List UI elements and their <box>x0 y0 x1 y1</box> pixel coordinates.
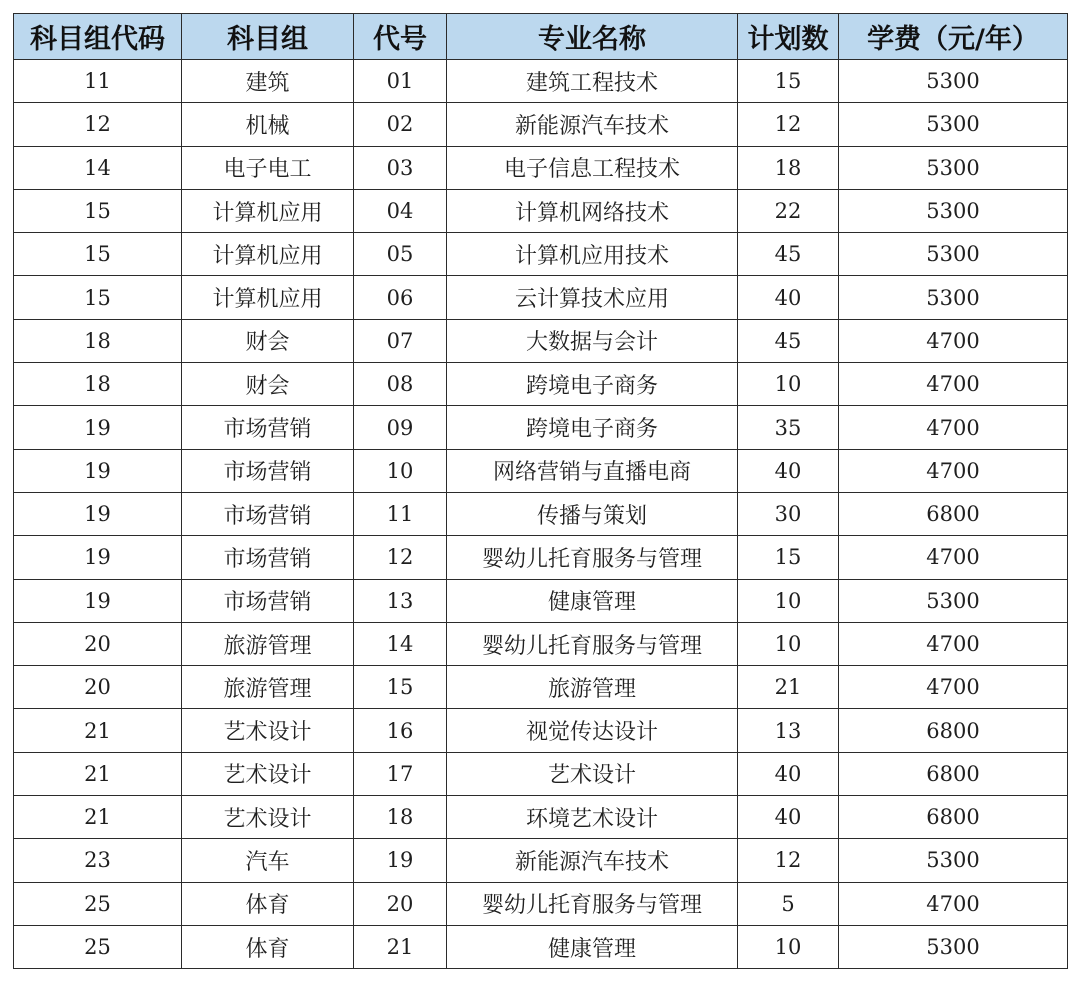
cell-tuition: 5300 <box>839 276 1068 319</box>
cell-code: 11 <box>354 492 447 535</box>
cell-subject-group-code: 21 <box>14 796 182 839</box>
cell-major-name: 新能源汽车技术 <box>447 103 738 146</box>
table-row <box>14 233 1068 276</box>
cell-plan-count: 40 <box>738 276 839 319</box>
cell-tuition: 5300 <box>839 579 1068 622</box>
cell-tuition: 4700 <box>839 319 1068 362</box>
cell-subject-group: 财会 <box>182 319 354 362</box>
cell-plan-count: 15 <box>738 60 839 103</box>
cell-plan-count: 5 <box>738 882 839 925</box>
cell-major-name: 电子信息工程技术 <box>447 146 738 189</box>
cell-subject-group: 市场营销 <box>182 406 354 449</box>
cell-major-name: 新能源汽车技术 <box>447 839 738 882</box>
cell-major-name: 婴幼儿托育服务与管理 <box>447 622 738 665</box>
cell-subject-group: 市场营销 <box>182 492 354 535</box>
cell-plan-count: 40 <box>738 752 839 795</box>
table-row <box>14 579 1068 622</box>
cell-tuition: 4700 <box>839 449 1068 492</box>
table-row <box>14 839 1068 882</box>
cell-subject-group: 艺术设计 <box>182 752 354 795</box>
table-row <box>14 276 1068 319</box>
cell-subject-group-code: 20 <box>14 622 182 665</box>
cell-subject-group-code: 19 <box>14 449 182 492</box>
table-row <box>14 925 1068 968</box>
cell-major-name: 婴幼儿托育服务与管理 <box>447 536 738 579</box>
cell-tuition: 4700 <box>839 666 1068 709</box>
cell-code: 05 <box>354 233 447 276</box>
cell-plan-count: 15 <box>738 536 839 579</box>
cell-plan-count: 45 <box>738 233 839 276</box>
cell-subject-group-code: 23 <box>14 839 182 882</box>
cell-major-name: 视觉传达设计 <box>447 709 738 752</box>
table-row <box>14 449 1068 492</box>
cell-plan-count: 13 <box>738 709 839 752</box>
cell-major-name: 艺术设计 <box>447 752 738 795</box>
cell-plan-count: 12 <box>738 103 839 146</box>
cell-major-name: 建筑工程技术 <box>447 60 738 103</box>
cell-plan-count: 10 <box>738 363 839 406</box>
cell-tuition: 5300 <box>839 233 1068 276</box>
header-tuition: 学费（元/年） <box>839 14 1068 60</box>
cell-major-name: 环境艺术设计 <box>447 796 738 839</box>
cell-subject-group-code: 19 <box>14 492 182 535</box>
cell-code: 13 <box>354 579 447 622</box>
cell-code: 19 <box>354 839 447 882</box>
cell-subject-group-code: 21 <box>14 752 182 795</box>
table-row <box>14 796 1068 839</box>
cell-subject-group-code: 20 <box>14 666 182 709</box>
cell-subject-group: 建筑 <box>182 60 354 103</box>
cell-subject-group: 机械 <box>182 103 354 146</box>
cell-plan-count: 30 <box>738 492 839 535</box>
cell-code: 16 <box>354 709 447 752</box>
table-row <box>14 60 1068 103</box>
cell-code: 10 <box>354 449 447 492</box>
cell-subject-group: 市场营销 <box>182 449 354 492</box>
table-row <box>14 103 1068 146</box>
cell-subject-group: 计算机应用 <box>182 233 354 276</box>
header-major-name: 专业名称 <box>447 14 738 60</box>
cell-subject-group-code: 14 <box>14 146 182 189</box>
cell-major-name: 计算机应用技术 <box>447 233 738 276</box>
cell-major-name: 云计算技术应用 <box>447 276 738 319</box>
cell-plan-count: 40 <box>738 796 839 839</box>
cell-major-name: 健康管理 <box>447 925 738 968</box>
cell-tuition: 4700 <box>839 406 1068 449</box>
cell-code: 21 <box>354 925 447 968</box>
cell-subject-group-code: 15 <box>14 233 182 276</box>
cell-subject-group: 财会 <box>182 363 354 406</box>
cell-tuition: 5300 <box>839 925 1068 968</box>
table-row <box>14 146 1068 189</box>
cell-subject-group: 艺术设计 <box>182 796 354 839</box>
cell-subject-group: 市场营销 <box>182 536 354 579</box>
cell-subject-group-code: 15 <box>14 276 182 319</box>
cell-tuition: 6800 <box>839 752 1068 795</box>
table-row <box>14 406 1068 449</box>
cell-major-name: 跨境电子商务 <box>447 363 738 406</box>
cell-subject-group-code: 18 <box>14 363 182 406</box>
cell-subject-group-code: 25 <box>14 925 182 968</box>
cell-subject-group: 市场营销 <box>182 579 354 622</box>
cell-tuition: 5300 <box>839 60 1068 103</box>
table-row <box>14 882 1068 925</box>
cell-plan-count: 45 <box>738 319 839 362</box>
cell-plan-count: 40 <box>738 449 839 492</box>
cell-plan-count: 10 <box>738 925 839 968</box>
cell-subject-group: 计算机应用 <box>182 276 354 319</box>
cell-code: 09 <box>354 406 447 449</box>
cell-subject-group: 体育 <box>182 925 354 968</box>
cell-plan-count: 18 <box>738 146 839 189</box>
cell-plan-count: 10 <box>738 622 839 665</box>
cell-code: 17 <box>354 752 447 795</box>
header-code: 代号 <box>354 14 447 60</box>
table-row <box>14 752 1068 795</box>
cell-tuition: 4700 <box>839 622 1068 665</box>
table-row <box>14 319 1068 362</box>
table-row <box>14 666 1068 709</box>
cell-tuition: 6800 <box>839 492 1068 535</box>
header-plan-count: 计划数 <box>738 14 839 60</box>
cell-major-name: 网络营销与直播电商 <box>447 449 738 492</box>
table-row <box>14 709 1068 752</box>
cell-subject-group-code: 25 <box>14 882 182 925</box>
cell-plan-count: 22 <box>738 189 839 232</box>
cell-major-name: 婴幼儿托育服务与管理 <box>447 882 738 925</box>
cell-major-name: 传播与策划 <box>447 492 738 535</box>
cell-tuition: 4700 <box>839 536 1068 579</box>
cell-subject-group-code: 19 <box>14 536 182 579</box>
cell-code: 07 <box>354 319 447 362</box>
cell-subject-group-code: 11 <box>14 60 182 103</box>
cell-subject-group-code: 19 <box>14 406 182 449</box>
cell-tuition: 6800 <box>839 709 1068 752</box>
cell-subject-group: 旅游管理 <box>182 622 354 665</box>
cell-code: 01 <box>354 60 447 103</box>
header-subject-group: 科目组 <box>182 14 354 60</box>
cell-major-name: 健康管理 <box>447 579 738 622</box>
cell-subject-group: 汽车 <box>182 839 354 882</box>
cell-code: 14 <box>354 622 447 665</box>
table-row <box>14 622 1068 665</box>
table-row <box>14 363 1068 406</box>
cell-major-name: 跨境电子商务 <box>447 406 738 449</box>
header-subject-group-code: 科目组代码 <box>14 14 182 60</box>
cell-plan-count: 12 <box>738 839 839 882</box>
cell-subject-group-code: 15 <box>14 189 182 232</box>
cell-tuition: 4700 <box>839 882 1068 925</box>
cell-subject-group: 旅游管理 <box>182 666 354 709</box>
table-row <box>14 536 1068 579</box>
cell-subject-group: 艺术设计 <box>182 709 354 752</box>
cell-code: 04 <box>354 189 447 232</box>
cell-subject-group: 电子电工 <box>182 146 354 189</box>
header-row <box>14 14 1068 60</box>
cell-subject-group-code: 21 <box>14 709 182 752</box>
cell-code: 18 <box>354 796 447 839</box>
cell-tuition: 5300 <box>839 189 1068 232</box>
cell-code: 12 <box>354 536 447 579</box>
enrollment-plan-table <box>13 13 1068 969</box>
table-row <box>14 189 1068 232</box>
cell-code: 15 <box>354 666 447 709</box>
cell-tuition: 5300 <box>839 103 1068 146</box>
cell-code: 02 <box>354 103 447 146</box>
cell-tuition: 6800 <box>839 796 1068 839</box>
table-body <box>14 60 1068 969</box>
cell-major-name: 大数据与会计 <box>447 319 738 362</box>
cell-plan-count: 10 <box>738 579 839 622</box>
table-header <box>14 14 1068 60</box>
cell-subject-group-code: 19 <box>14 579 182 622</box>
cell-plan-count: 35 <box>738 406 839 449</box>
cell-subject-group: 计算机应用 <box>182 189 354 232</box>
cell-subject-group-code: 18 <box>14 319 182 362</box>
cell-tuition: 5300 <box>839 839 1068 882</box>
cell-code: 20 <box>354 882 447 925</box>
cell-subject-group-code: 12 <box>14 103 182 146</box>
cell-plan-count: 21 <box>738 666 839 709</box>
cell-subject-group: 体育 <box>182 882 354 925</box>
cell-code: 06 <box>354 276 447 319</box>
cell-major-name: 旅游管理 <box>447 666 738 709</box>
table-row <box>14 492 1068 535</box>
cell-tuition: 4700 <box>839 363 1068 406</box>
cell-code: 03 <box>354 146 447 189</box>
cell-major-name: 计算机网络技术 <box>447 189 738 232</box>
cell-code: 08 <box>354 363 447 406</box>
cell-tuition: 5300 <box>839 146 1068 189</box>
